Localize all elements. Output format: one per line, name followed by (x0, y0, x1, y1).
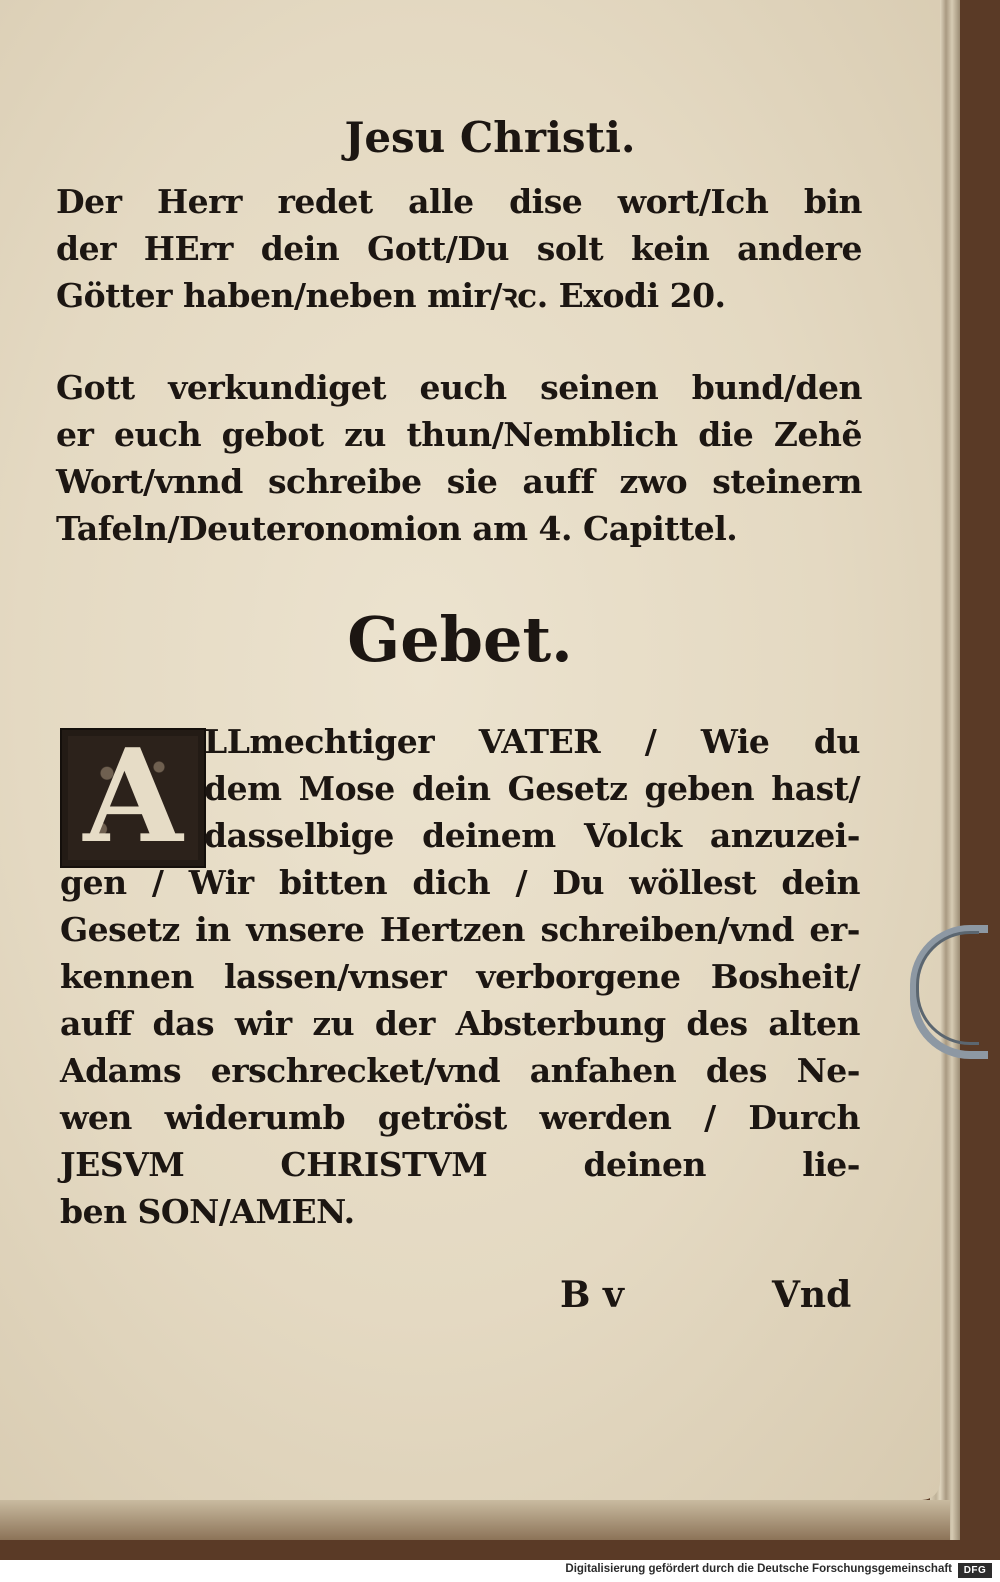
section-title: Gebet. (347, 603, 573, 676)
text-line: auff das wir zu der Absterbung des alten (60, 1004, 860, 1043)
text-line: Der Herr redet alle dise wort/Ich bin (56, 182, 862, 221)
dfg-logo: DFG (958, 1563, 992, 1578)
prayer-initial-lines (204, 718, 860, 859)
text-line: kennen lassen/vnser verborgene Bosheit/ (60, 957, 860, 996)
text-line: Gott verkundiget euch seinen bund/den (56, 368, 862, 407)
text-line: er euch gebot zu thun/Nemblich die Zehẽ (56, 415, 862, 454)
text-line: Götter haben/neben mir/ꝛc. Exodi 20. (56, 276, 726, 315)
prayer-body (60, 859, 860, 1235)
initial-letter: A (83, 722, 183, 872)
paragraph-2 (56, 364, 862, 552)
text-line: dasselbige deinem Volck anzuzei- (204, 816, 860, 855)
paragraph-1 (56, 178, 862, 319)
running-head: Jesu Christi. (344, 113, 636, 162)
text-line: Gesetz in vnsere Hertzen schreiben/vnd er- (60, 910, 860, 949)
signature-mark: B v (560, 1274, 624, 1316)
text-line: LLmechtiger VATER / Wie du (204, 722, 860, 761)
text-line: Wort/vnnd schreibe sie auff zwo steinern (56, 462, 862, 501)
text-line: dem Mose dein Gesetz geben hast/ (204, 769, 860, 808)
text-line: ben SON/AMEN. (60, 1192, 355, 1231)
dfg-credit-text: Digitalisierung gefördert durch die Deutsche Forschungsgemeinschaft (565, 1563, 952, 1575)
text-line: JESVM CHRISTVM deinen lie- (60, 1145, 860, 1184)
decorated-initial (60, 722, 206, 872)
text-line: Adams erschrecket/vnd anfahen des Ne- (60, 1051, 860, 1090)
page-shadow (0, 1500, 950, 1540)
catchword: Vnd (772, 1274, 852, 1316)
text-line: wen widerumb getröst werden / Durch (60, 1098, 860, 1137)
text-line: gen / Wir bitten dich / Du wöllest dein (60, 863, 860, 902)
text-line: Tafeln/Deuteronomion am 4. Capittel. (56, 509, 738, 548)
text-line: der HErr dein Gott/Du solt kein andere (56, 229, 862, 268)
